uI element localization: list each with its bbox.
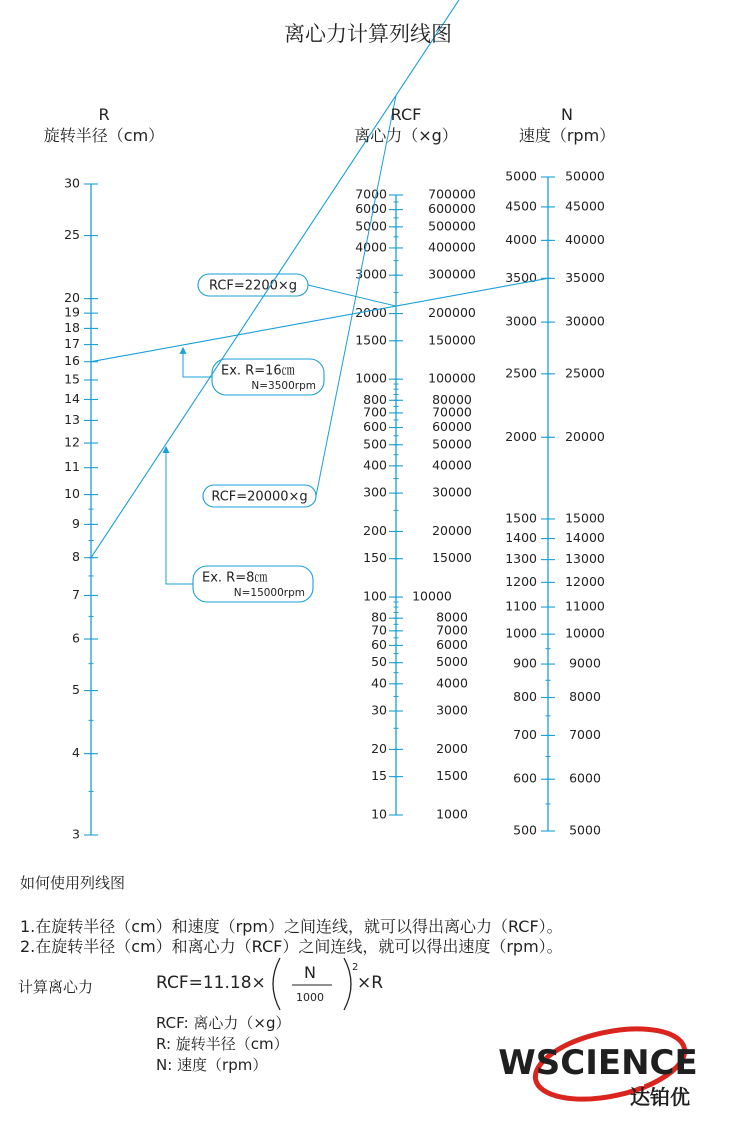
rcf-tick-label-right: 400000: [428, 239, 476, 255]
rcf-tick-label-right: 20000: [432, 522, 472, 538]
n-tick-label-right: 12000: [565, 573, 605, 589]
example-sublabel-2: N=15000rpm: [233, 587, 305, 599]
r-tick-label: 6: [72, 630, 80, 646]
formula-denominator: 1000: [296, 991, 324, 1004]
rcf-tick-label-right: 600000: [428, 201, 476, 217]
n-tick-label-right: 40000: [565, 231, 605, 247]
r-tick-label: 14: [64, 390, 80, 406]
rcf-tick-label-right: 80000: [432, 391, 472, 407]
n-tick-label-right: 14000: [565, 530, 605, 546]
rcf-tick-label-left: 150: [363, 550, 387, 566]
rcf-tick-label-left: 800: [363, 391, 387, 407]
howto-title: 如何使用列线图: [20, 874, 126, 892]
n-axis-symbol: N: [561, 105, 573, 124]
definition-n: N: 速度（rpm）: [156, 1056, 268, 1074]
rcf-tick-label-right: 6000: [436, 636, 468, 652]
example-label-2: Ex. R=8㎝: [202, 570, 268, 586]
n-tick-label-right: 50000: [565, 168, 605, 184]
r-tick-label: 30: [64, 175, 80, 191]
n-tick-label-left: 1000: [505, 625, 537, 641]
rcf-tick-label-left: 500: [363, 436, 387, 452]
r-tick-label: 9: [72, 515, 80, 531]
r-tick-label: 4: [72, 745, 80, 761]
rcf-tick-label-left: 10: [371, 806, 387, 822]
r-tick-label: 5: [72, 682, 80, 698]
example-arrow-shaft-2: [166, 448, 193, 584]
rcf-tick-label-left: 60: [371, 636, 387, 652]
n-tick-label-right: 15000: [565, 510, 605, 526]
n-tick-label-left: 500: [513, 822, 537, 838]
n-tick-label-left: 900: [513, 655, 537, 671]
n-tick-label-left: 2500: [505, 365, 537, 381]
page-title: 离心力计算列线图: [284, 22, 452, 46]
n-tick-label-right: 6000: [569, 770, 601, 786]
rcf-tick-label-left: 70: [371, 622, 387, 638]
rcf-tick-label-left: 400: [363, 457, 387, 473]
howto-step-2: 2.在旋转半径（cm）和离心力（RCF）之间连线，就可以得出速度（rpm）。: [20, 937, 563, 956]
n-tick-label-right: 11000: [565, 598, 605, 614]
r-tick-label: 15: [64, 371, 80, 387]
rcf-tick-label-left: 7000: [355, 186, 387, 202]
rcf-tick-label-right: 70000: [432, 404, 472, 420]
n-tick-label-right: 5000: [569, 822, 601, 838]
r-tick-label: 20: [64, 290, 80, 306]
rcf-tick-label-right: 100000: [428, 370, 476, 386]
r-tick-label: 8: [72, 549, 80, 565]
example-line-1: [91, 278, 548, 361]
rcf-tick-label-left: 2000: [355, 305, 387, 321]
rcf-axis-label: 离心力（×g）: [354, 126, 458, 145]
r-tick-label: 16: [64, 353, 80, 369]
r-axis-label: 旋转半径（cm）: [43, 126, 165, 145]
rcf-callout-label-2: RCF=20000×g: [211, 489, 308, 505]
r-tick-label: 10: [64, 486, 80, 502]
rcf-tick-label-right: 1500: [436, 768, 468, 784]
n-tick-label-right: 8000: [569, 689, 601, 705]
n-tick-label-left: 3000: [505, 313, 537, 329]
rcf-tick-label-right: 10000: [412, 588, 452, 604]
example-label-1: Ex. R=16㎝: [221, 363, 295, 379]
formula-suffix: ×R: [357, 973, 384, 993]
rcf-tick-label-right: 7000: [436, 622, 468, 638]
rcf-tick-label-left: 15: [371, 768, 387, 784]
rcf-axis-symbol: RCF: [390, 105, 422, 124]
rcf-callout-leader-1: [308, 285, 396, 306]
r-tick-label: 18: [64, 319, 80, 335]
r-tick-label: 25: [64, 227, 80, 243]
rcf-tick-label-left: 40: [371, 675, 387, 691]
rcf-tick-label-right: 2000: [436, 740, 468, 756]
rcf-tick-label-right: 300000: [428, 266, 476, 282]
formula-numerator: N: [304, 963, 316, 982]
r-axis-header: [40, 104, 168, 146]
r-tick-label: 19: [64, 304, 80, 320]
rcf-tick-label-left: 700: [363, 404, 387, 420]
howto-step-1: 1.在旋转半径（cm）和速度（rpm）之间连线，就可以得出离心力（RCF）。: [20, 917, 563, 936]
formula-prefix: RCF=11.18×: [156, 973, 266, 993]
n-tick-label-right: 35000: [565, 269, 605, 285]
n-tick-label-left: 600: [513, 770, 537, 786]
rcf-tick-label-left: 200: [363, 522, 387, 538]
rcf-tick-label-left: 6000: [355, 201, 387, 217]
rcf-tick-label-left: 30: [371, 702, 387, 718]
rcf-tick-label-right: 3000: [436, 702, 468, 718]
rcf-tick-label-left: 5000: [355, 218, 387, 234]
n-tick-label-right: 9000: [569, 655, 601, 671]
n-axis-label: 速度（rpm）: [518, 126, 616, 145]
rcf-tick-label-right: 200000: [428, 305, 476, 321]
rcf-tick-label-right: 30000: [432, 484, 472, 500]
rcf-tick-label-right: 15000: [432, 550, 472, 566]
rcf-tick-label-right: 8000: [436, 609, 468, 625]
r-tick-label: 13: [64, 411, 80, 427]
r-tick-label: 11: [64, 459, 80, 475]
rcf-tick-label-right: 4000: [436, 675, 468, 691]
r-tick-label: 17: [64, 336, 80, 352]
n-tick-label-left: 700: [513, 726, 537, 742]
formula-label: 计算离心力: [18, 978, 94, 996]
n-tick-label-left: 1100: [505, 598, 537, 614]
n-tick-label-left: 5000: [505, 168, 537, 184]
rcf-tick-label-right: 5000: [436, 654, 468, 670]
rcf-tick-label-right: 40000: [432, 457, 472, 473]
n-tick-label-left: 1400: [505, 530, 537, 546]
rcf-tick-label-left: 1500: [355, 332, 387, 348]
r-axis-symbol: R: [98, 105, 110, 124]
n-tick-label-right: 20000: [565, 428, 605, 444]
n-tick-label-left: 4500: [505, 198, 537, 214]
rcf-tick-label-right: 500000: [428, 218, 476, 234]
rcf-tick-label-left: 20: [371, 740, 387, 756]
n-tick-label-left: 800: [513, 689, 537, 705]
n-axis-header: [500, 104, 634, 146]
n-tick-label-right: 7000: [569, 726, 601, 742]
rcf-tick-label-left: 1000: [355, 370, 387, 386]
rcf-tick-label-left: 80: [371, 609, 387, 625]
n-tick-label-right: 45000: [565, 198, 605, 214]
rcf-tick-label-left: 4000: [355, 239, 387, 255]
rcf-tick-label-right: 700000: [428, 186, 476, 202]
rcf-tick-label-left: 300: [363, 484, 387, 500]
definition-rcf: RCF: 离心力（×g）: [156, 1014, 291, 1032]
rcf-tick-label-right: 1000: [436, 806, 468, 822]
formula-exponent: 2: [352, 962, 359, 973]
n-tick-label-left: 1300: [505, 551, 537, 567]
example-arrow-shaft-1: [183, 349, 212, 377]
rcf-tick-label-right: 50000: [432, 436, 472, 452]
n-tick-label-left: 4000: [505, 231, 537, 247]
n-tick-label-right: 13000: [565, 551, 605, 567]
logo-wordmark: WSCIENCE: [498, 1043, 698, 1083]
rcf-axis-header: [340, 104, 472, 146]
rcf-tick-label-left: 600: [363, 419, 387, 435]
n-tick-label-left: 1500: [505, 510, 537, 526]
rcf-callout-label-1: RCF=2200×g: [208, 278, 298, 294]
r-tick-label: 7: [72, 586, 80, 602]
rcf-tick-label-right: 60000: [432, 419, 472, 435]
example-sublabel-1: N=3500rpm: [251, 380, 316, 392]
n-tick-label-right: 30000: [565, 313, 605, 329]
r-tick-label: 12: [64, 434, 80, 450]
rcf-tick-label-right: 150000: [428, 332, 476, 348]
rcf-tick-label-left: 100: [363, 588, 387, 604]
r-tick-label: 3: [72, 826, 80, 842]
example-line-2: [91, 0, 548, 558]
n-tick-label-right: 10000: [565, 625, 605, 641]
n-tick-label-left: 1200: [505, 573, 537, 589]
definition-r: R: 旋转半径（cm）: [156, 1035, 289, 1053]
rcf-tick-label-left: 50: [371, 654, 387, 670]
n-tick-label-right: 25000: [565, 365, 605, 381]
rcf-tick-label-left: 3000: [355, 266, 387, 282]
logo-chinese-name: 达铂优: [630, 1085, 690, 1109]
n-tick-label-left: 3500: [505, 269, 537, 285]
n-tick-label-left: 2000: [505, 428, 537, 444]
example-arrow-head-1: [180, 347, 187, 354]
wscience-logo: [478, 1018, 718, 1114]
